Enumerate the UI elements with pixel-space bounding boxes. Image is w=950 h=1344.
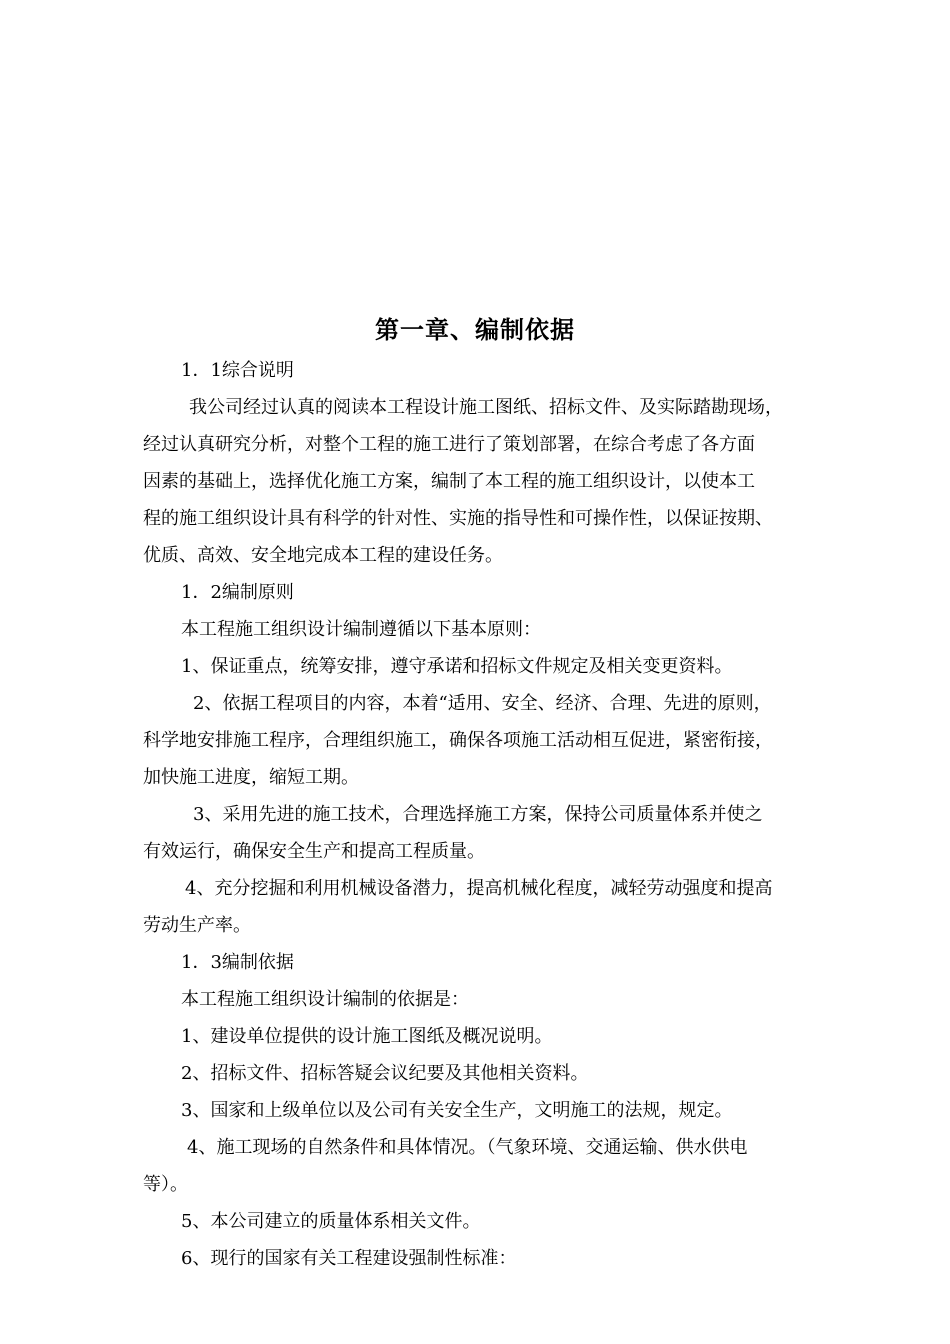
paragraph-line: 优质、高效、安全地完成本工程的建设任务。 xyxy=(143,545,503,566)
document-body xyxy=(143,352,833,1277)
basis-item-4 xyxy=(143,1129,833,1203)
paragraph-line: 我公司经过认真的阅读本工程设计施工图纸、招标文件、及实际踏勘现场， xyxy=(189,397,783,418)
paragraph-line: 4、充分挖掘和利用机械设备潜力，提高机械化程度，减轻劳动强度和提高 xyxy=(185,878,773,899)
section-1-1-paragraph xyxy=(143,389,833,574)
section-heading-1-2: 1．2编制原则 xyxy=(181,582,294,603)
section-heading-1-3: 1．3编制依据 xyxy=(181,952,294,973)
paragraph-line: 程的施工组织设计具有科学的针对性、实施的指导性和可操作性，以保证按期、 xyxy=(143,508,773,529)
principle-item-1: 1、保证重点，统筹安排，遵守承诺和招标文件规定及相关变更资料。 xyxy=(181,656,733,677)
paragraph-line: 有效运行，确保安全生产和提高工程质量。 xyxy=(143,841,485,862)
section-1-2-intro: 本工程施工组织设计编制遵循以下基本原则： xyxy=(181,619,541,640)
basis-item-1: 1、建设单位提供的设计施工图纸及概况说明。 xyxy=(181,1026,553,1047)
paragraph-line: 加快施工进度，缩短工期。 xyxy=(143,767,359,788)
paragraph-line: 科学地安排施工程序，合理组织施工，确保各项施工活动相互促进，紧密衔接， xyxy=(143,730,773,751)
paragraph-line: 经过认真研究分析，对整个工程的施工进行了策划部署，在综合考虑了各方面 xyxy=(143,434,755,455)
basis-item-6: 6、现行的国家有关工程建设强制性标准： xyxy=(181,1248,517,1269)
paragraph-line: 2、依据工程项目的内容，本着“适用、安全、经济、合理、先进的原则， xyxy=(193,693,772,714)
principle-item-4 xyxy=(143,870,833,944)
principle-item-3 xyxy=(143,796,833,870)
section-heading-1-1: 1．1综合说明 xyxy=(181,360,294,381)
section-1-3-intro: 本工程施工组织设计编制的依据是： xyxy=(181,989,469,1010)
principle-item-2 xyxy=(143,685,833,796)
basis-item-5: 5、本公司建立的质量体系相关文件。 xyxy=(181,1211,481,1232)
paragraph-line: 等）。 xyxy=(143,1174,188,1195)
paragraph-line: 3、采用先进的施工技术，合理选择施工方案，保持公司质量体系并使之 xyxy=(193,804,763,825)
chapter-title: 第一章、编制依据 xyxy=(375,315,575,344)
paragraph-line: 因素的基础上，选择优化施工方案，编制了本工程的施工组织设计，以使本工 xyxy=(143,471,755,492)
paragraph-line: 劳动生产率。 xyxy=(143,915,251,936)
basis-item-2: 2、招标文件、招标答疑会议纪要及其他相关资料。 xyxy=(181,1063,589,1084)
basis-item-3: 3、国家和上级单位以及公司有关安全生产，文明施工的法规，规定。 xyxy=(181,1100,733,1121)
paragraph-line: 4、施工现场的自然条件和具体情况。（气象环境、交通运输、供水供电 xyxy=(187,1137,748,1158)
